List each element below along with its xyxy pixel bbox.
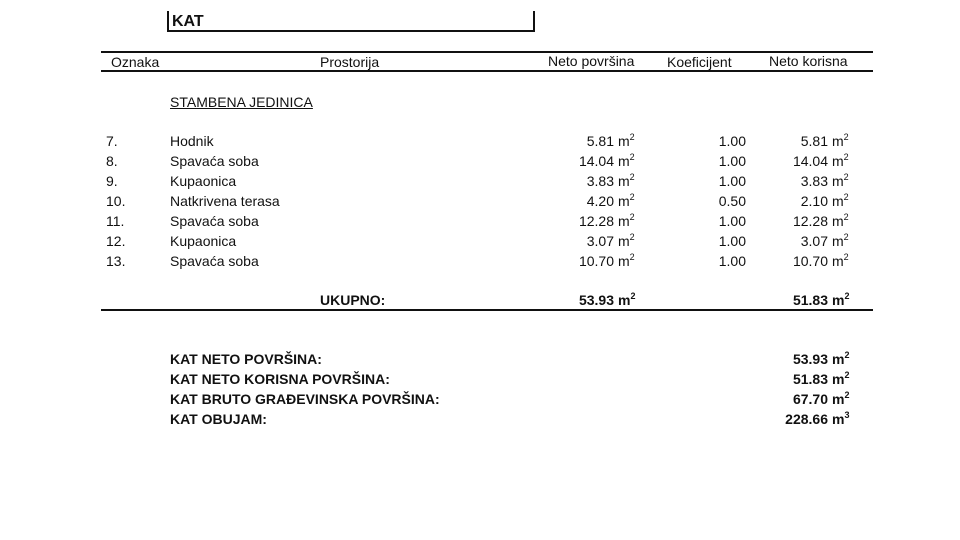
row-neto-unit: $m^2$	[618, 132, 635, 149]
col-header-oznaka: Oznaka	[111, 54, 160, 70]
total-korisna-unit: $m^2$	[832, 291, 850, 308]
row-prostorija: Natkrivena terasa	[170, 193, 280, 209]
col-header-prostorija: Prostorija	[320, 54, 380, 70]
total-rule	[101, 309, 873, 311]
total-korisna-value: 51.83	[792, 292, 828, 308]
page-title: KAT	[172, 13, 204, 30]
summary-value: 67.70	[792, 391, 828, 407]
row-neto-unit: $m^2$	[618, 232, 635, 249]
summary-unit: $m^2$	[832, 350, 850, 367]
row-neto-value: 12.28	[578, 213, 614, 229]
title-box	[167, 11, 535, 32]
row-korisna-value: 3.07	[800, 233, 828, 249]
row-oznaka: 7.	[106, 133, 118, 149]
row-neto-value: 10.70	[578, 253, 614, 269]
row-korisna-unit: $m^2$	[832, 192, 849, 209]
row-oznaka: 8.	[106, 153, 118, 169]
row-korisna-value: 10.70	[792, 253, 828, 269]
summary-unit: $m^2$	[832, 390, 850, 407]
row-neto-value: 4.20	[586, 193, 614, 209]
col-header-neto-povrsina: Neto površina	[548, 53, 635, 69]
row-neto-unit: $m^2$	[618, 192, 635, 209]
row-oznaka: 13.	[106, 253, 126, 269]
summary-unit: $m^2$	[832, 370, 850, 387]
row-neto-unit: $m^2$	[618, 152, 635, 169]
header-bottom-rule	[101, 70, 873, 72]
row-neto-value: 14.04	[578, 153, 614, 169]
row-neto-unit: $m^2$	[618, 252, 635, 269]
row-korisna-unit: $m^2$	[832, 172, 849, 189]
row-koeficijent: 1.00	[718, 233, 746, 249]
summary-unit: $m^3$	[832, 410, 850, 427]
summary-label: KAT BRUTO GRAĐEVINSKA POVRŠINA:	[170, 391, 440, 407]
row-koeficijent: 1.00	[718, 213, 746, 229]
row-prostorija: Kupaonica	[170, 173, 237, 189]
row-neto-value: 3.07	[586, 233, 614, 249]
row-korisna-unit: $m^2$	[832, 152, 849, 169]
row-korisna-unit: $m^2$	[832, 212, 849, 229]
summary-label: KAT OBUJAM:	[170, 411, 267, 427]
row-korisna-value: 5.81	[800, 133, 828, 149]
total-label: UKUPNO:	[320, 292, 386, 308]
row-prostorija: Spavaća soba	[170, 253, 259, 269]
row-oznaka: 10.	[106, 193, 126, 209]
row-prostorija: Spavaća soba	[170, 213, 259, 229]
total-neto-value: 53.93	[578, 292, 614, 308]
row-oznaka: 11.	[106, 213, 125, 229]
row-koeficijent: 1.00	[718, 153, 746, 169]
header-top-rule	[101, 51, 873, 53]
row-koeficijent: 1.00	[718, 133, 746, 149]
summary-label: KAT NETO POVRŠINA:	[170, 351, 322, 367]
summary-value: 51.83	[792, 371, 828, 387]
total-neto-unit: $m^2$	[618, 291, 636, 308]
row-korisna-value: 12.28	[792, 213, 828, 229]
row-neto-unit: $m^2$	[618, 212, 635, 229]
summary-label: KAT NETO KORISNA POVRŠINA:	[170, 371, 390, 387]
summary-value: 228.66	[785, 411, 828, 427]
row-oznaka: 12.	[106, 233, 126, 249]
col-header-koeficijent: Koeficijent	[667, 54, 732, 70]
row-korisna-value: 14.04	[792, 153, 828, 169]
row-prostorija: Kupaonica	[170, 233, 237, 249]
row-korisna-unit: $m^2$	[832, 132, 849, 149]
row-korisna-unit: $m^2$	[832, 252, 849, 269]
row-oznaka: 9.	[106, 173, 118, 189]
row-korisna-value: 3.83	[800, 173, 828, 189]
row-neto-unit: $m^2$	[618, 172, 635, 189]
col-header-neto-korisna: Neto korisna	[769, 53, 848, 69]
section-title: STAMBENA JEDINICA	[170, 94, 313, 110]
row-prostorija: Spavaća soba	[170, 153, 259, 169]
row-prostorija: Hodnik	[170, 133, 214, 149]
row-neto-value: 3.83	[586, 173, 614, 189]
row-koeficijent: 1.00	[718, 253, 746, 269]
row-korisna-value: 2.10	[800, 193, 828, 209]
row-koeficijent: 0.50	[718, 193, 746, 209]
row-neto-value: 5.81	[586, 133, 614, 149]
summary-value: 53.93	[792, 351, 828, 367]
row-koeficijent: 1.00	[718, 173, 746, 189]
row-korisna-unit: $m^2$	[832, 232, 849, 249]
